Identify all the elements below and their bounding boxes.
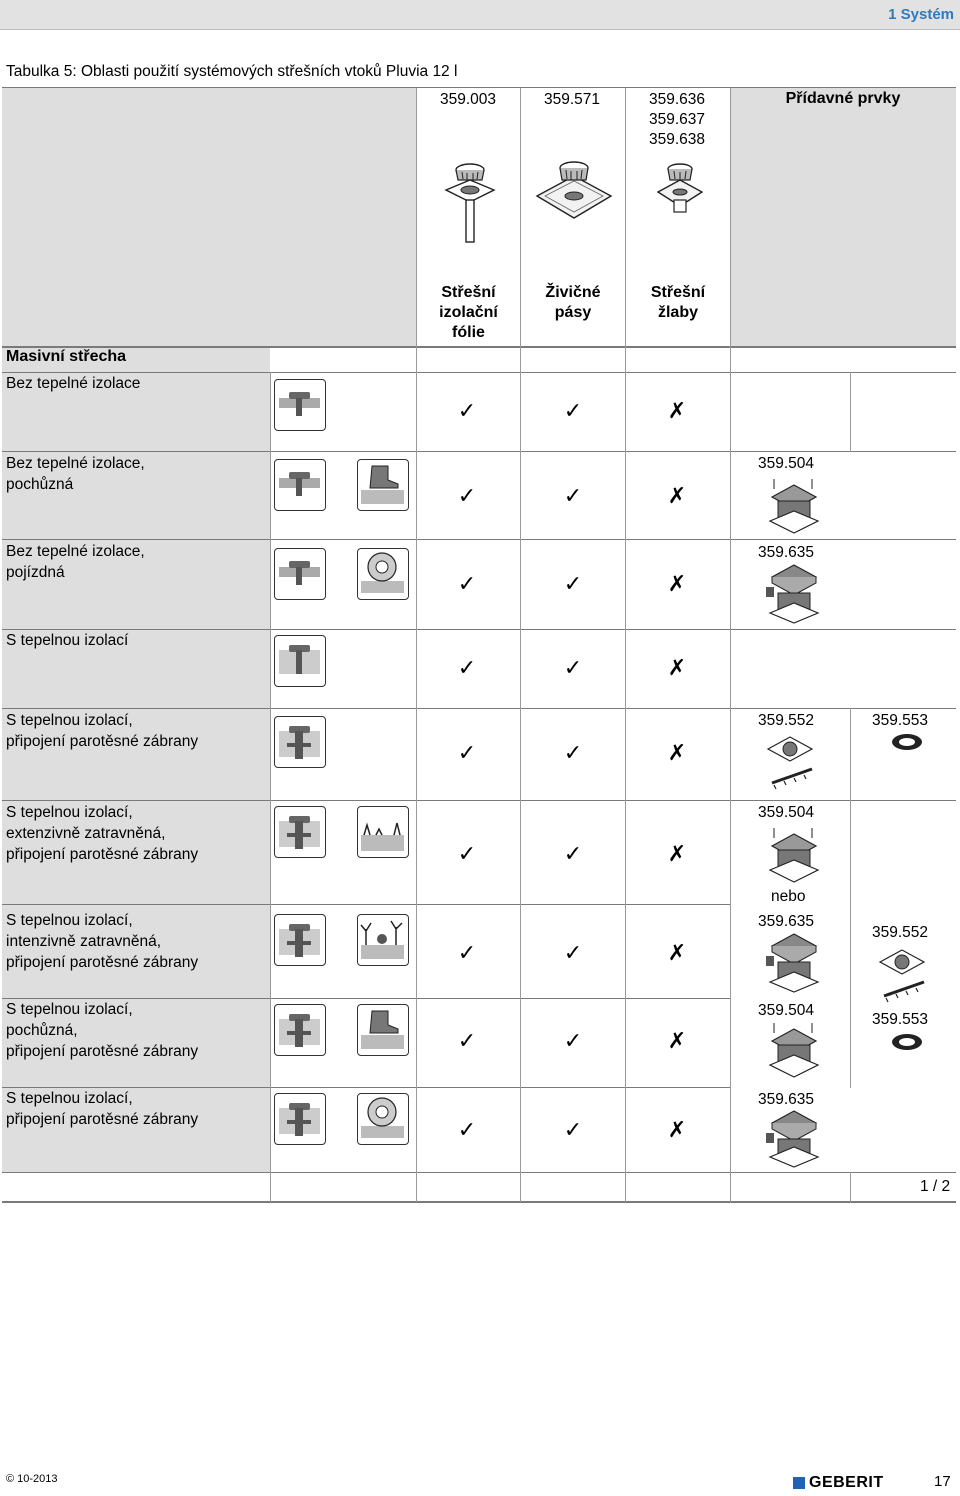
row-9-label xyxy=(6,1088,198,1130)
row-label-line: Bez tepelné izolace xyxy=(6,375,141,392)
col-divider xyxy=(270,372,271,1202)
page-number: 17 xyxy=(934,1473,951,1490)
walkable-boot-icon xyxy=(357,1004,409,1056)
row-2-label xyxy=(6,453,145,495)
mark: ✗ xyxy=(667,1117,687,1142)
grate-accessory-icon xyxy=(764,1109,824,1169)
mark: ✓ xyxy=(457,940,477,965)
roof-no-insulation-icon xyxy=(274,459,326,511)
mark: ✗ xyxy=(667,398,687,423)
mark: ✓ xyxy=(457,1028,477,1053)
col2-label-line: Živičné xyxy=(545,284,601,301)
table-pager: 1 / 2 xyxy=(920,1178,951,1195)
col-divider xyxy=(850,1172,851,1202)
roof-insulated-icon xyxy=(274,635,326,687)
grate-accessory-icon xyxy=(764,1021,824,1081)
row-label-line: S tepelnou izolací, xyxy=(6,1090,133,1107)
table-title: Tabulka 5: Oblasti použití systémových střešních vtoků Pluvia 12 l xyxy=(6,63,458,80)
row-label-line: S tepelnou izolací, xyxy=(6,712,133,729)
product-drain-359636-icon xyxy=(655,158,705,216)
mark: ✗ xyxy=(667,655,687,680)
row-3-label xyxy=(6,541,145,583)
extra-code: 359.635 xyxy=(758,913,815,930)
extra-code: 359.552 xyxy=(758,712,815,729)
rule xyxy=(2,1172,956,1173)
rule xyxy=(2,629,956,630)
col3-label-line: Střešní xyxy=(650,284,706,301)
mark: ✓ xyxy=(563,740,583,765)
roof-insulated-vapor-icon xyxy=(274,806,326,858)
roof-insulated-vapor-icon xyxy=(274,1093,326,1145)
mark: ✓ xyxy=(457,655,477,680)
drivable-wheel-icon xyxy=(357,548,409,600)
row-label-line: S tepelnou izolací, xyxy=(6,804,133,821)
extensive-green-roof-icon xyxy=(357,806,409,858)
extra-code: 359.504 xyxy=(758,1002,815,1019)
rule xyxy=(2,372,956,373)
row-8-label xyxy=(6,999,198,1062)
rule xyxy=(2,1201,956,1203)
extra-code: 359.552 xyxy=(872,924,929,941)
col2-code: 359.571 xyxy=(543,91,601,108)
col3-code-2: 359.637 xyxy=(648,111,706,128)
row-label-line: připojení parotěsné zábrany xyxy=(6,954,199,971)
sealing-ring-icon xyxy=(890,1032,924,1052)
row-1-label xyxy=(6,373,140,394)
col-divider xyxy=(850,708,851,1088)
mark: ✓ xyxy=(457,483,477,508)
header-grey-left xyxy=(2,88,416,346)
rule xyxy=(2,87,956,88)
row-label-line: S tepelnou izolací, xyxy=(6,1001,133,1018)
mark: ✗ xyxy=(667,1028,687,1053)
rule xyxy=(2,346,956,348)
row-label-line: S tepelnou izolací xyxy=(6,632,129,649)
mark: ✓ xyxy=(563,841,583,866)
row-4-label xyxy=(6,630,128,651)
mark: ✓ xyxy=(563,1117,583,1142)
mark: ✓ xyxy=(457,571,477,596)
rule xyxy=(2,451,956,452)
mark: ✗ xyxy=(667,841,687,866)
col1-label-line: fólie xyxy=(452,324,485,341)
extra-code: 359.504 xyxy=(758,455,815,472)
row-label-line: pochůzná xyxy=(6,476,74,493)
grate-accessory-icon xyxy=(764,563,824,625)
row-label-line: Bez tepelné izolace, xyxy=(6,543,145,560)
roof-insulated-vapor-icon xyxy=(274,1004,326,1056)
col3-label-line: žlaby xyxy=(657,304,698,321)
top-bar xyxy=(0,0,960,30)
extra-code: 359.553 xyxy=(872,1011,929,1028)
row-label-line: extenzivně zatravněná, xyxy=(6,825,166,842)
col-divider xyxy=(416,88,417,1202)
mark: ✓ xyxy=(457,740,477,765)
col2-label xyxy=(521,283,625,323)
section-title: Masivní střecha xyxy=(6,348,127,365)
mark: ✓ xyxy=(563,483,583,508)
extra-code: 359.635 xyxy=(758,1091,815,1108)
roof-insulated-vapor-icon xyxy=(274,716,326,768)
drivable-wheel-icon xyxy=(357,1093,409,1145)
mark: ✓ xyxy=(563,571,583,596)
col-divider xyxy=(625,88,626,1202)
row-label-line: Bez tepelné izolace, xyxy=(6,455,145,472)
col3-label xyxy=(626,283,730,323)
row-label-line: S tepelnou izolací, xyxy=(6,912,133,929)
row-label-line: pochůzná, xyxy=(6,1022,78,1039)
row-6-label xyxy=(6,802,198,865)
mark: ✗ xyxy=(667,483,687,508)
product-drain-359003-icon xyxy=(444,156,496,248)
col-divider xyxy=(850,372,851,452)
col1-label-line: izolační xyxy=(439,304,498,321)
footer-brand: GEBERIT xyxy=(809,1474,884,1491)
row-label-line: připojení parotěsné zábrany xyxy=(6,1111,199,1128)
sealing-ring-icon xyxy=(890,732,924,752)
mark: ✓ xyxy=(457,398,477,423)
col1-label xyxy=(417,283,520,343)
geberit-logo-icon xyxy=(793,1477,805,1489)
extra-nebo: nebo xyxy=(771,888,806,905)
col3-code-3: 359.638 xyxy=(648,131,706,148)
footer-copyright: © 10-2013 xyxy=(6,1473,58,1485)
row-label-line: pojízdná xyxy=(6,564,65,581)
mark: ✗ xyxy=(667,740,687,765)
vapor-barrier-adapter-icon xyxy=(876,944,932,1006)
col2-label-line: pásy xyxy=(554,304,592,321)
roof-insulated-vapor-icon xyxy=(274,914,326,966)
mark: ✓ xyxy=(563,398,583,423)
mark: ✓ xyxy=(563,655,583,680)
roof-no-insulation-icon xyxy=(274,379,326,431)
mark: ✗ xyxy=(667,571,687,596)
row-5-label xyxy=(6,710,198,752)
mark: ✓ xyxy=(457,841,477,866)
row-label-line: připojení parotěsné zábrany xyxy=(6,846,199,863)
mark: ✓ xyxy=(457,1117,477,1142)
row-label-line: intenzivně zatravněná, xyxy=(6,933,162,950)
product-drain-359571-icon xyxy=(533,156,615,226)
roof-no-insulation-icon xyxy=(274,548,326,600)
col-divider xyxy=(520,88,521,1202)
row-7-label xyxy=(6,910,198,973)
walkable-boot-icon xyxy=(357,459,409,511)
col3-code-1: 359.636 xyxy=(648,91,706,108)
extra-code: 359.504 xyxy=(758,804,815,821)
vapor-barrier-adapter-icon xyxy=(764,731,820,793)
mark: ✓ xyxy=(563,1028,583,1053)
rule xyxy=(2,539,956,540)
rule xyxy=(2,708,956,709)
col1-code: 359.003 xyxy=(439,91,497,108)
mark: ✗ xyxy=(667,940,687,965)
row-label-line: připojení parotěsné zábrany xyxy=(6,1043,199,1060)
rule xyxy=(2,800,956,801)
rule xyxy=(2,904,731,905)
col1-label-line: Střešní xyxy=(441,284,496,301)
extra-code: 359.553 xyxy=(872,712,929,729)
grate-accessory-icon xyxy=(764,826,824,886)
intensive-green-roof-icon xyxy=(357,914,409,966)
extras-header: Přídavné prvky xyxy=(785,90,901,107)
row-label-line: připojení parotěsné zábrany xyxy=(6,733,199,750)
grate-accessory-icon xyxy=(764,475,824,535)
section-label: 1 Systém xyxy=(888,6,954,23)
extra-code: 359.635 xyxy=(758,544,815,561)
col-divider xyxy=(730,88,731,1202)
header-grey-right xyxy=(730,88,956,346)
mark: ✓ xyxy=(563,940,583,965)
grate-accessory-icon xyxy=(764,932,824,994)
